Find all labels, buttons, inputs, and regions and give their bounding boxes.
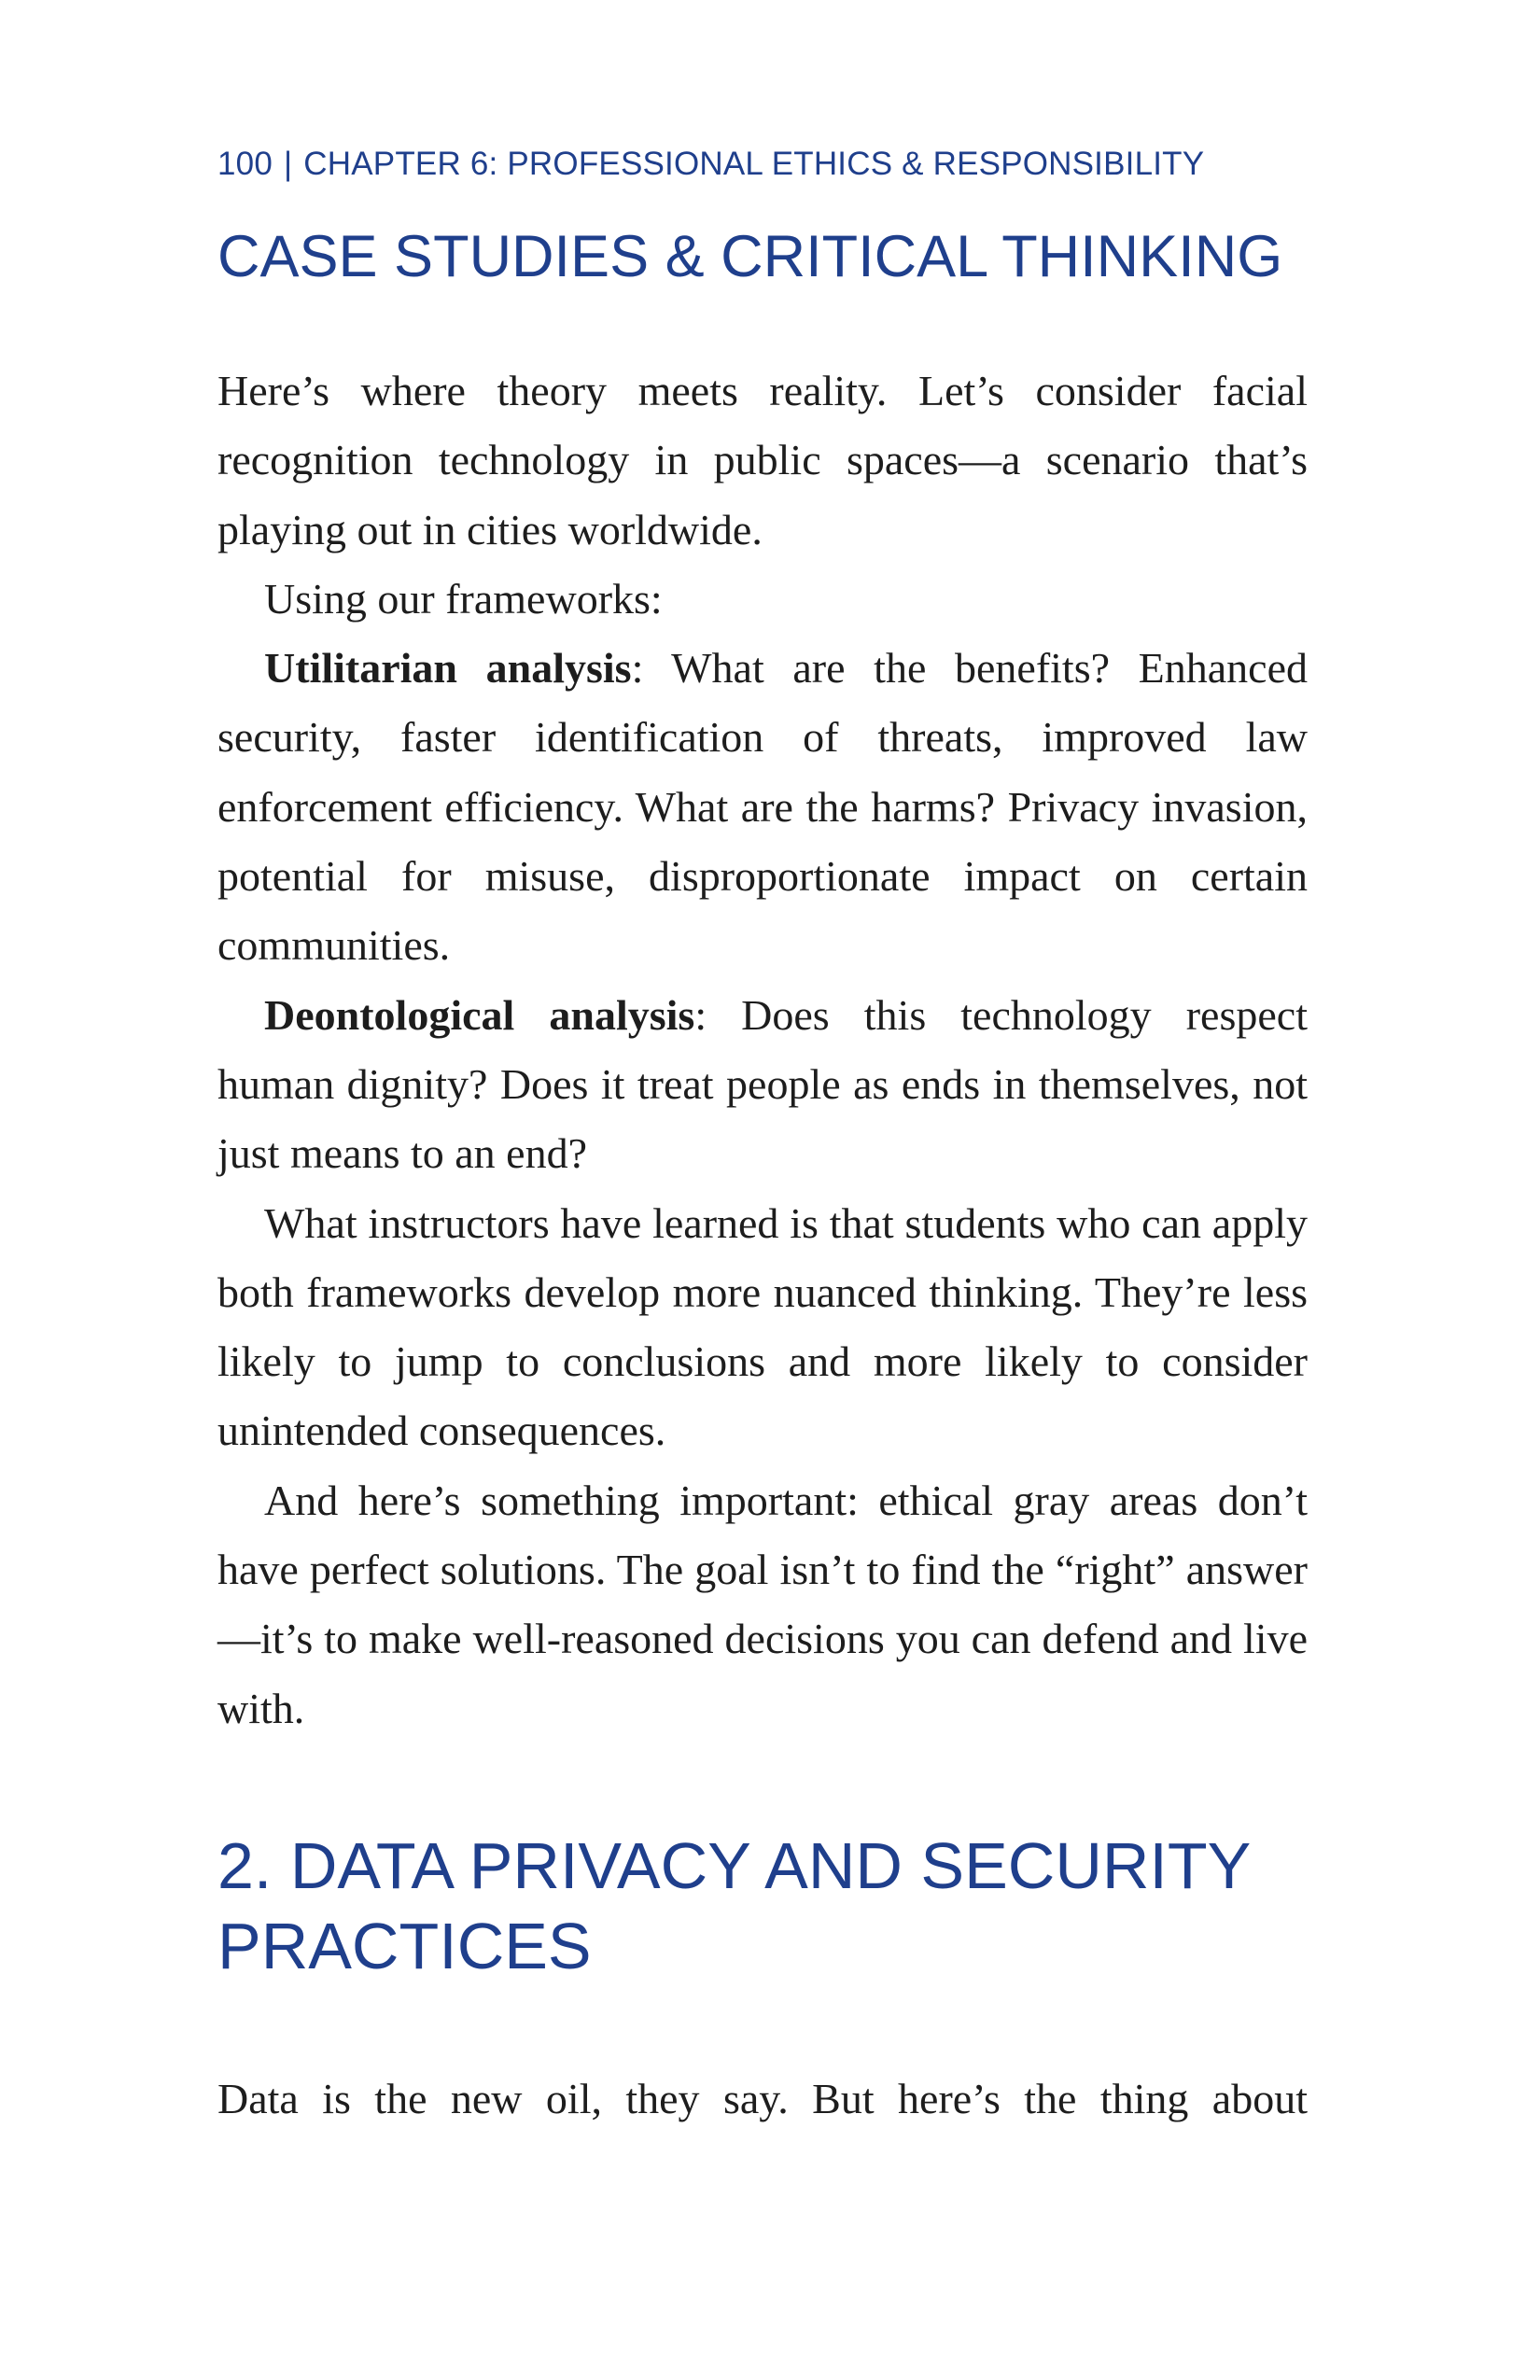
subsection-title: 2. DATA PRIVACY AND SECURITY PRACTICES (217, 1829, 1251, 1982)
paragraph-utilitarian (217, 634, 1308, 980)
chapter-title: CHAPTER 6: PROFESSIONAL ETHICS & RESPONSIBILITY (303, 146, 1205, 182)
paragraph-frameworks: Using our frameworks: (264, 574, 663, 623)
running-head (217, 144, 1319, 185)
body-text (217, 357, 1308, 1743)
paragraph-gray-areas: And here’s something important: ethical gray areas don’t have perfect solutions. The goal isn’t to find the “right” answer—it’s to make well-reasoned decisions you can defend and live with. (217, 1476, 1308, 1732)
page-number: 100 (217, 146, 273, 182)
deontological-text: : Does this technology respect human dignity? Does it treat people as ends in themselves, not just means to an end? (217, 990, 1308, 1178)
running-head-separator: | (284, 146, 293, 182)
deontological-term: Deontological analysis (264, 990, 695, 1039)
paragraph-deontological (217, 981, 1308, 1189)
paragraph-data-oil: Data is the new oil, they say. But here’s the thing about (217, 2075, 1308, 2122)
utilitarian-text: : What are the benefits? Enhanced security, faster identification of threats, improved law enforcement efficiency. What are the harms? Privacy invasion, potential for misuse, disproportionate impact on certain communities. (217, 644, 1308, 970)
utilitarian-term: Utilitarian analysis (264, 644, 632, 693)
section-title: CASE STUDIES & CRITICAL THINKING (217, 224, 1283, 289)
paragraph-instructors: What instructors have learned is that students who can apply both frameworks develop more nuanced thinking. They’re less likely to jump to conclusions and more likely to consider unintended consequences. (217, 1198, 1308, 1455)
paragraph-intro: Here’s where theory meets reality. Let’s consider facial recognition technology in public spaces—a scenario that’s playing out in cities worldwide. (217, 367, 1308, 553)
